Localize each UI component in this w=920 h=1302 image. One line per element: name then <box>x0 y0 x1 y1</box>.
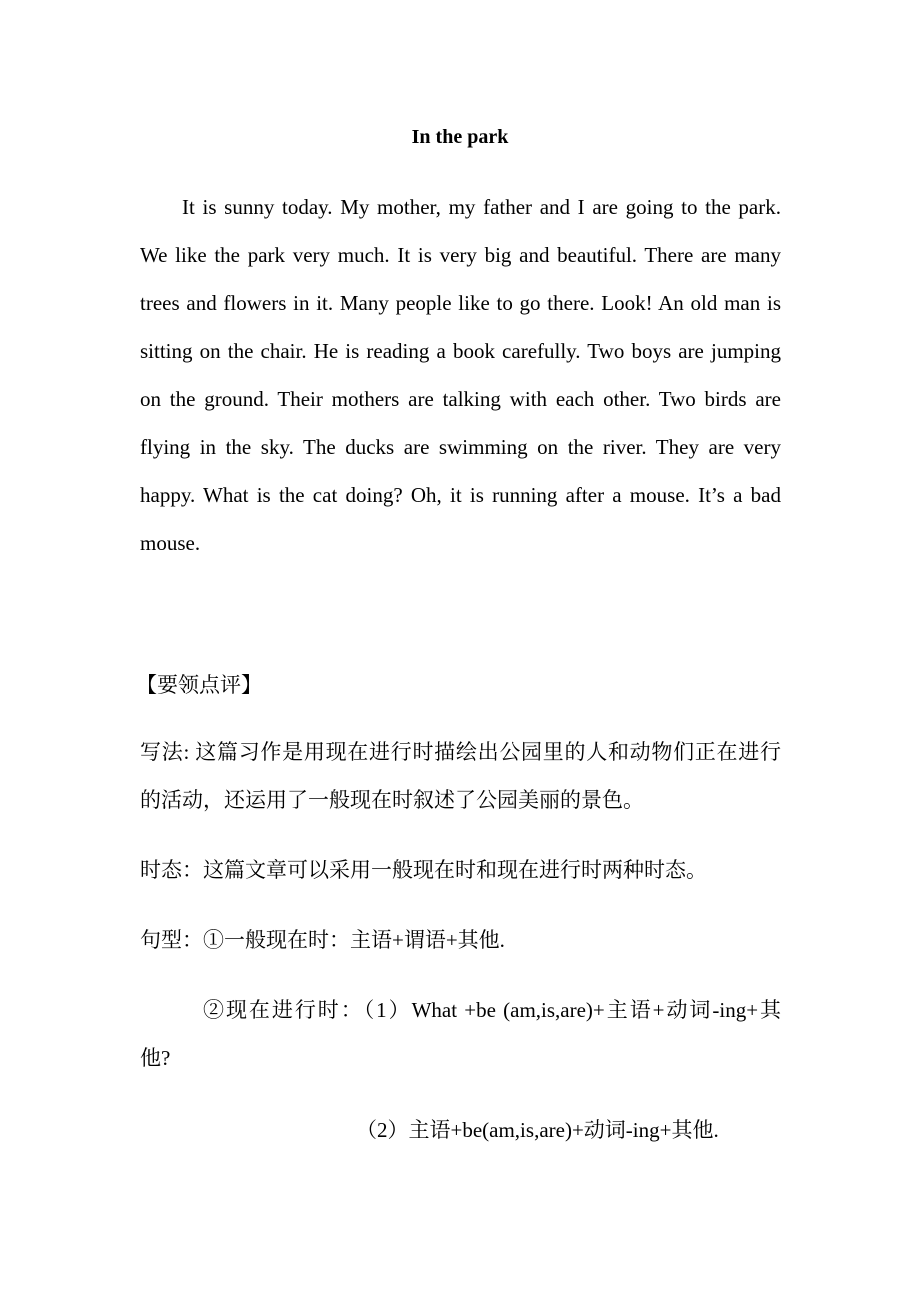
pattern-note: ②现在进行时：（1）What +be (am,is,are)+主语+动词-ing+其 <box>203 998 781 1022</box>
passage-line: flying in the sky. The ducks are swimming on the river. They are very <box>140 435 781 459</box>
comment-heading: 【要领点评】 <box>136 673 262 697</box>
passage-line: trees and flowers in it. Many people like to go there. Look! An old man is <box>140 291 781 315</box>
document-title: In the park <box>411 126 509 148</box>
pattern-note: 句型：①一般现在时：主语+谓语+其他. <box>140 928 505 952</box>
writing-note: 写法: 这篇习作是用现在进行时描绘出公园里的人和动物们正在进行 <box>140 740 781 764</box>
passage-line: happy. What is the cat doing? Oh, it is running after a mouse. It’s a bad <box>140 483 781 507</box>
passage-line: It is sunny today. My mother, my father and I are going to the park. <box>182 195 781 219</box>
passage-line: mouse. <box>140 531 201 555</box>
passage-line: on the ground. Their mothers are talking with each other. Two birds are <box>140 387 781 411</box>
passage-line: We like the park very much. It is very big and beautiful. There are many <box>140 243 781 267</box>
writing-note: 的活动，还运用了一般现在时叙述了公园美丽的景色。 <box>140 788 644 812</box>
tense-note: 时态：这篇文章可以采用一般现在时和现在进行时两种时态。 <box>140 858 707 882</box>
pattern-note: （2）主语+be(am,is,are)+动词-ing+其他. <box>356 1118 719 1142</box>
passage-line: sitting on the chair. He is reading a book carefully. Two boys are jumping <box>140 339 781 363</box>
pattern-note: 他? <box>140 1046 171 1070</box>
